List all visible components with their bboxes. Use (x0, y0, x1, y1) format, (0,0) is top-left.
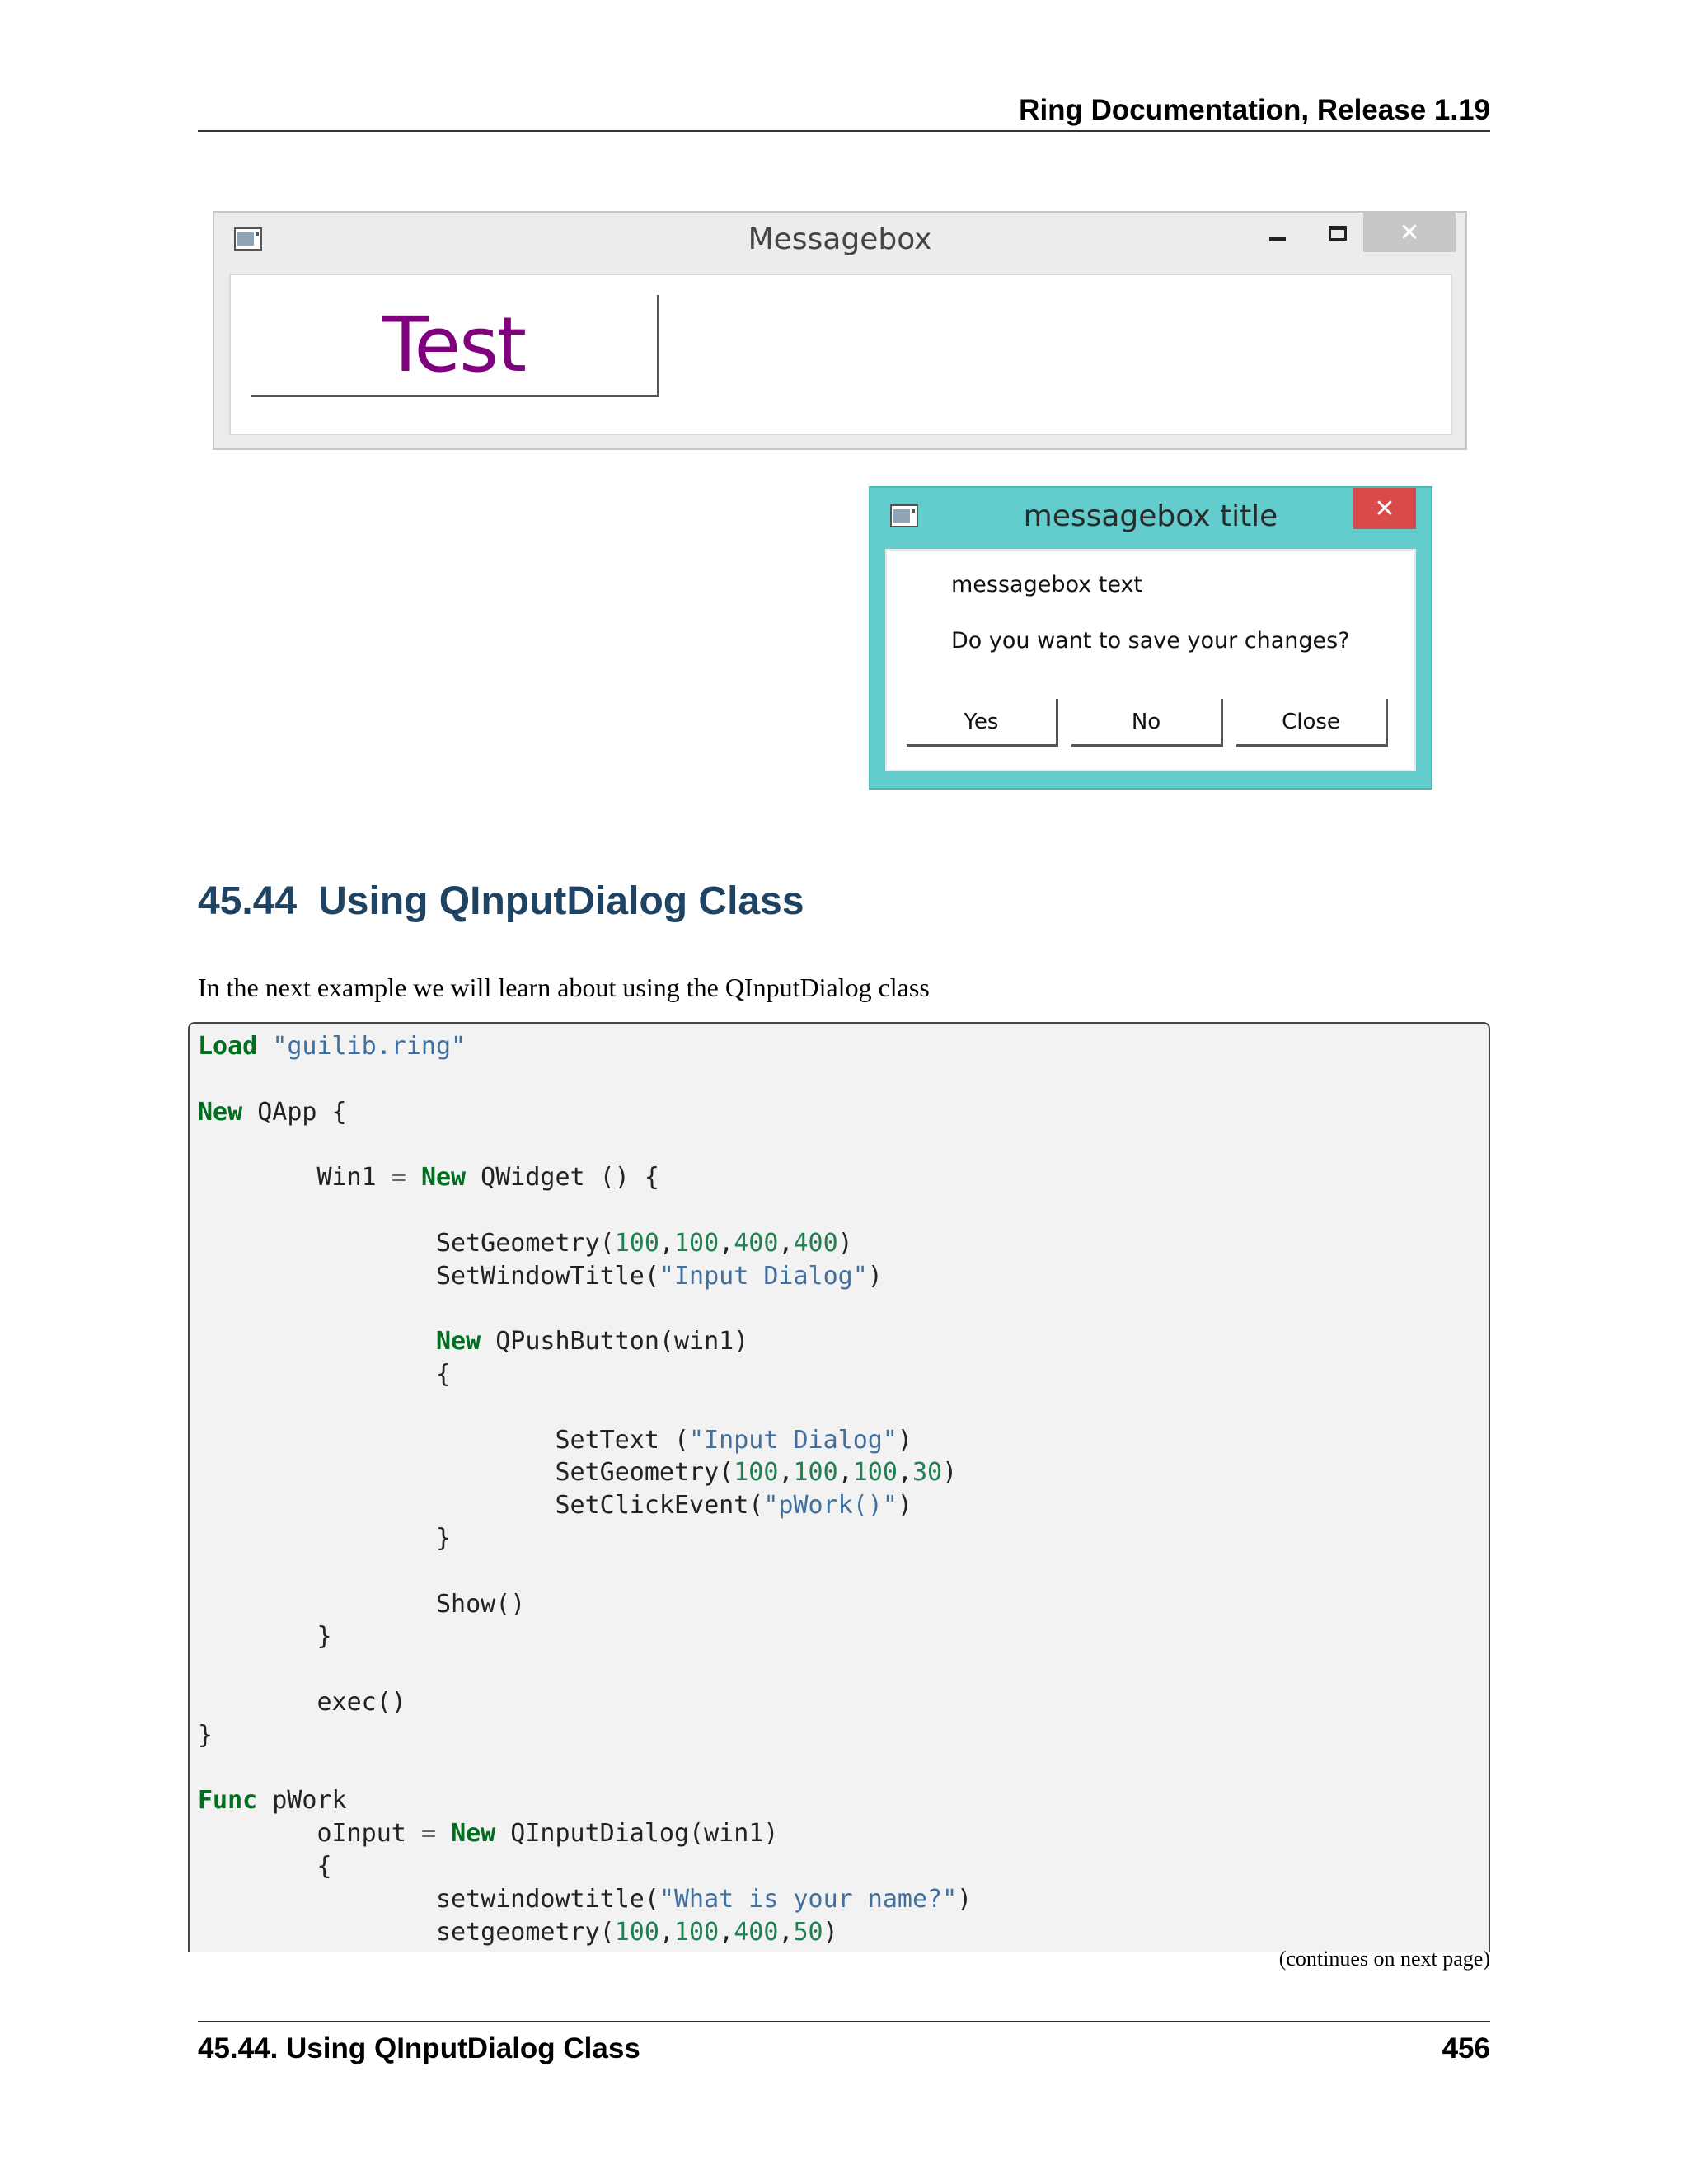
test-button[interactable]: Test (251, 295, 659, 397)
section-title: Using QInputDialog Class (318, 879, 804, 923)
dialog-client-area (885, 549, 1416, 771)
window-client-area (229, 274, 1452, 435)
titlebar (214, 213, 1465, 272)
messagebox-window-screenshot (213, 211, 1467, 450)
informative-text: Do you want to save your changes? (951, 628, 1350, 654)
footer-section: 45.44. Using QInputDialog Class (198, 2032, 640, 2064)
message-text: messagebox text (951, 572, 1143, 598)
close-button[interactable]: Close (1236, 699, 1388, 747)
close-icon[interactable]: ✕ (1363, 213, 1456, 252)
section-number: 45.44 (198, 879, 298, 923)
intro-paragraph: In the next example we will learn about using the QInputDialog class (198, 972, 930, 1002)
minimize-icon[interactable] (1269, 237, 1286, 241)
running-header (198, 89, 1490, 132)
messagebox-dialog-screenshot (869, 486, 1432, 790)
close-icon[interactable]: ✕ (1353, 488, 1416, 529)
section-heading (198, 879, 804, 924)
no-button[interactable]: No (1071, 699, 1223, 747)
continues-note: (continues on next page) (1278, 1947, 1490, 1971)
page-number: 456 (1442, 2032, 1490, 2064)
doc-title: Ring Documentation, Release 1.19 (1019, 94, 1490, 126)
yes-button[interactable]: Yes (907, 699, 1058, 747)
window-title: Messagebox (748, 223, 932, 256)
maximize-icon[interactable] (1329, 226, 1347, 241)
code-listing: Load "guilib.ring" New QApp { Win1 = New QWidget () { SetGeometry(100,100,400,400) SetWindowTitle("Input Dialog") New QPushButton(win1) { SetText ("Input Dialog") SetGeometry(100,100,100,30) SetClickEvent("pWork()") } Show() } exec() } Func pWork oInput = New QInputDialog(win1) { setwindowtitle("What is your name?") setgeometry(100,100,400,50) (198, 1032, 973, 1947)
page-footer (198, 2021, 1490, 2072)
dialog-title: messagebox title (1023, 499, 1278, 533)
code-block (188, 1022, 1490, 1952)
